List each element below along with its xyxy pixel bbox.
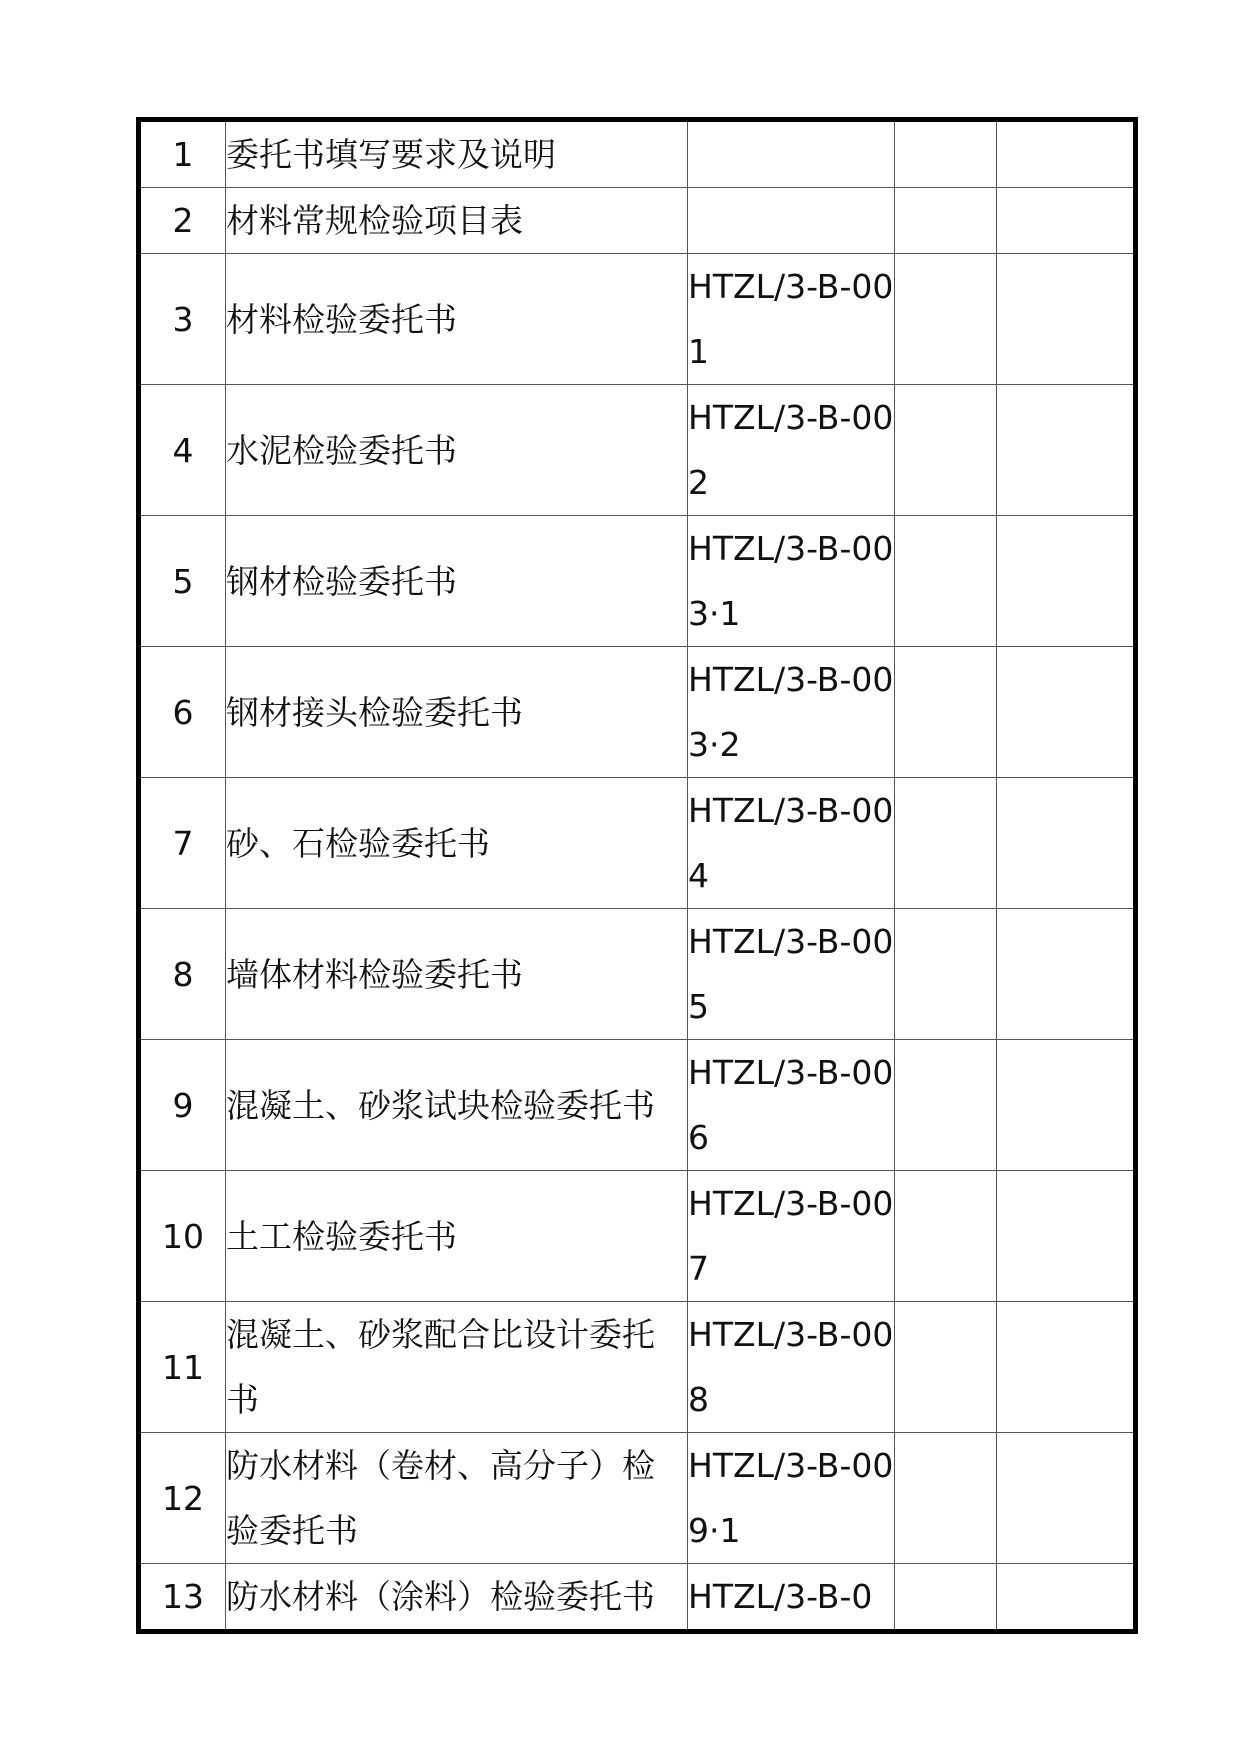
document-title: 材料检验委托书 — [226, 254, 688, 385]
blank-cell — [895, 188, 997, 254]
blank-cell — [997, 1040, 1136, 1171]
table-row — [139, 647, 1136, 778]
document-title: 防水材料（涂料）检验委托书 — [226, 1564, 688, 1632]
document-title: 砂、石检验委托书 — [226, 778, 688, 909]
blank-cell — [895, 909, 997, 1040]
blank-cell — [895, 254, 997, 385]
document-code: HTZL/3-B-0 — [688, 1564, 895, 1632]
blank-cell — [997, 1433, 1136, 1564]
document-title: 材料常规检验项目表 — [226, 188, 688, 254]
document-title: 土工检验委托书 — [226, 1171, 688, 1302]
table-row — [139, 1171, 1136, 1302]
document-code: HTZL/3-B-007 — [688, 1171, 895, 1302]
blank-cell — [895, 385, 997, 516]
document-code: HTZL/3-B-006 — [688, 1040, 895, 1171]
document-title: 混凝土、砂浆试块检验委托书 — [226, 1040, 688, 1171]
blank-cell — [997, 120, 1136, 188]
row-number: 12 — [139, 1433, 226, 1564]
table-row — [139, 120, 1136, 188]
row-number: 6 — [139, 647, 226, 778]
blank-cell — [895, 1040, 997, 1171]
blank-cell — [997, 385, 1136, 516]
row-number: 3 — [139, 254, 226, 385]
document-title: 委托书填写要求及说明 — [226, 120, 688, 188]
document-title: 钢材检验委托书 — [226, 516, 688, 647]
blank-cell — [895, 120, 997, 188]
document-code — [688, 188, 895, 254]
row-number: 10 — [139, 1171, 226, 1302]
table-row — [139, 909, 1136, 1040]
document-title: 水泥检验委托书 — [226, 385, 688, 516]
blank-cell — [895, 647, 997, 778]
table-row — [139, 1433, 1136, 1564]
table-row — [139, 778, 1136, 909]
row-number: 11 — [139, 1302, 226, 1433]
document-title: 防水材料（卷材、高分子）检验委托书 — [226, 1433, 688, 1564]
document-code: HTZL/3-B-008 — [688, 1302, 895, 1433]
table-row — [139, 1302, 1136, 1433]
blank-cell — [997, 516, 1136, 647]
document-code: HTZL/3-B-001 — [688, 254, 895, 385]
row-number: 13 — [139, 1564, 226, 1632]
document-code: HTZL/3-B-003·2 — [688, 647, 895, 778]
table-row — [139, 385, 1136, 516]
document-code: HTZL/3-B-004 — [688, 778, 895, 909]
blank-cell — [997, 1302, 1136, 1433]
document-code: HTZL/3-B-009·1 — [688, 1433, 895, 1564]
blank-cell — [895, 1171, 997, 1302]
blank-cell — [895, 1564, 997, 1632]
blank-cell — [895, 1433, 997, 1564]
blank-cell — [997, 647, 1136, 778]
row-number: 9 — [139, 1040, 226, 1171]
row-number: 8 — [139, 909, 226, 1040]
blank-cell — [895, 516, 997, 647]
table-row — [139, 516, 1136, 647]
table-row — [139, 1040, 1136, 1171]
blank-cell — [895, 778, 997, 909]
row-number: 2 — [139, 188, 226, 254]
table-row — [139, 1564, 1136, 1632]
blank-cell — [997, 1171, 1136, 1302]
document-title: 墙体材料检验委托书 — [226, 909, 688, 1040]
blank-cell — [895, 1302, 997, 1433]
blank-cell — [997, 909, 1136, 1040]
document-code — [688, 120, 895, 188]
row-number: 5 — [139, 516, 226, 647]
document-code: HTZL/3-B-002 — [688, 385, 895, 516]
document-index-table — [136, 117, 1138, 1634]
blank-cell — [997, 254, 1136, 385]
blank-cell — [997, 1564, 1136, 1632]
table-row — [139, 254, 1136, 385]
table-row — [139, 188, 1136, 254]
document-title: 钢材接头检验委托书 — [226, 647, 688, 778]
row-number: 7 — [139, 778, 226, 909]
blank-cell — [997, 188, 1136, 254]
row-number: 4 — [139, 385, 226, 516]
document-code: HTZL/3-B-005 — [688, 909, 895, 1040]
document-title: 混凝土、砂浆配合比设计委托书 — [226, 1302, 688, 1433]
row-number: 1 — [139, 120, 226, 188]
document-code: HTZL/3-B-003·1 — [688, 516, 895, 647]
blank-cell — [997, 778, 1136, 909]
